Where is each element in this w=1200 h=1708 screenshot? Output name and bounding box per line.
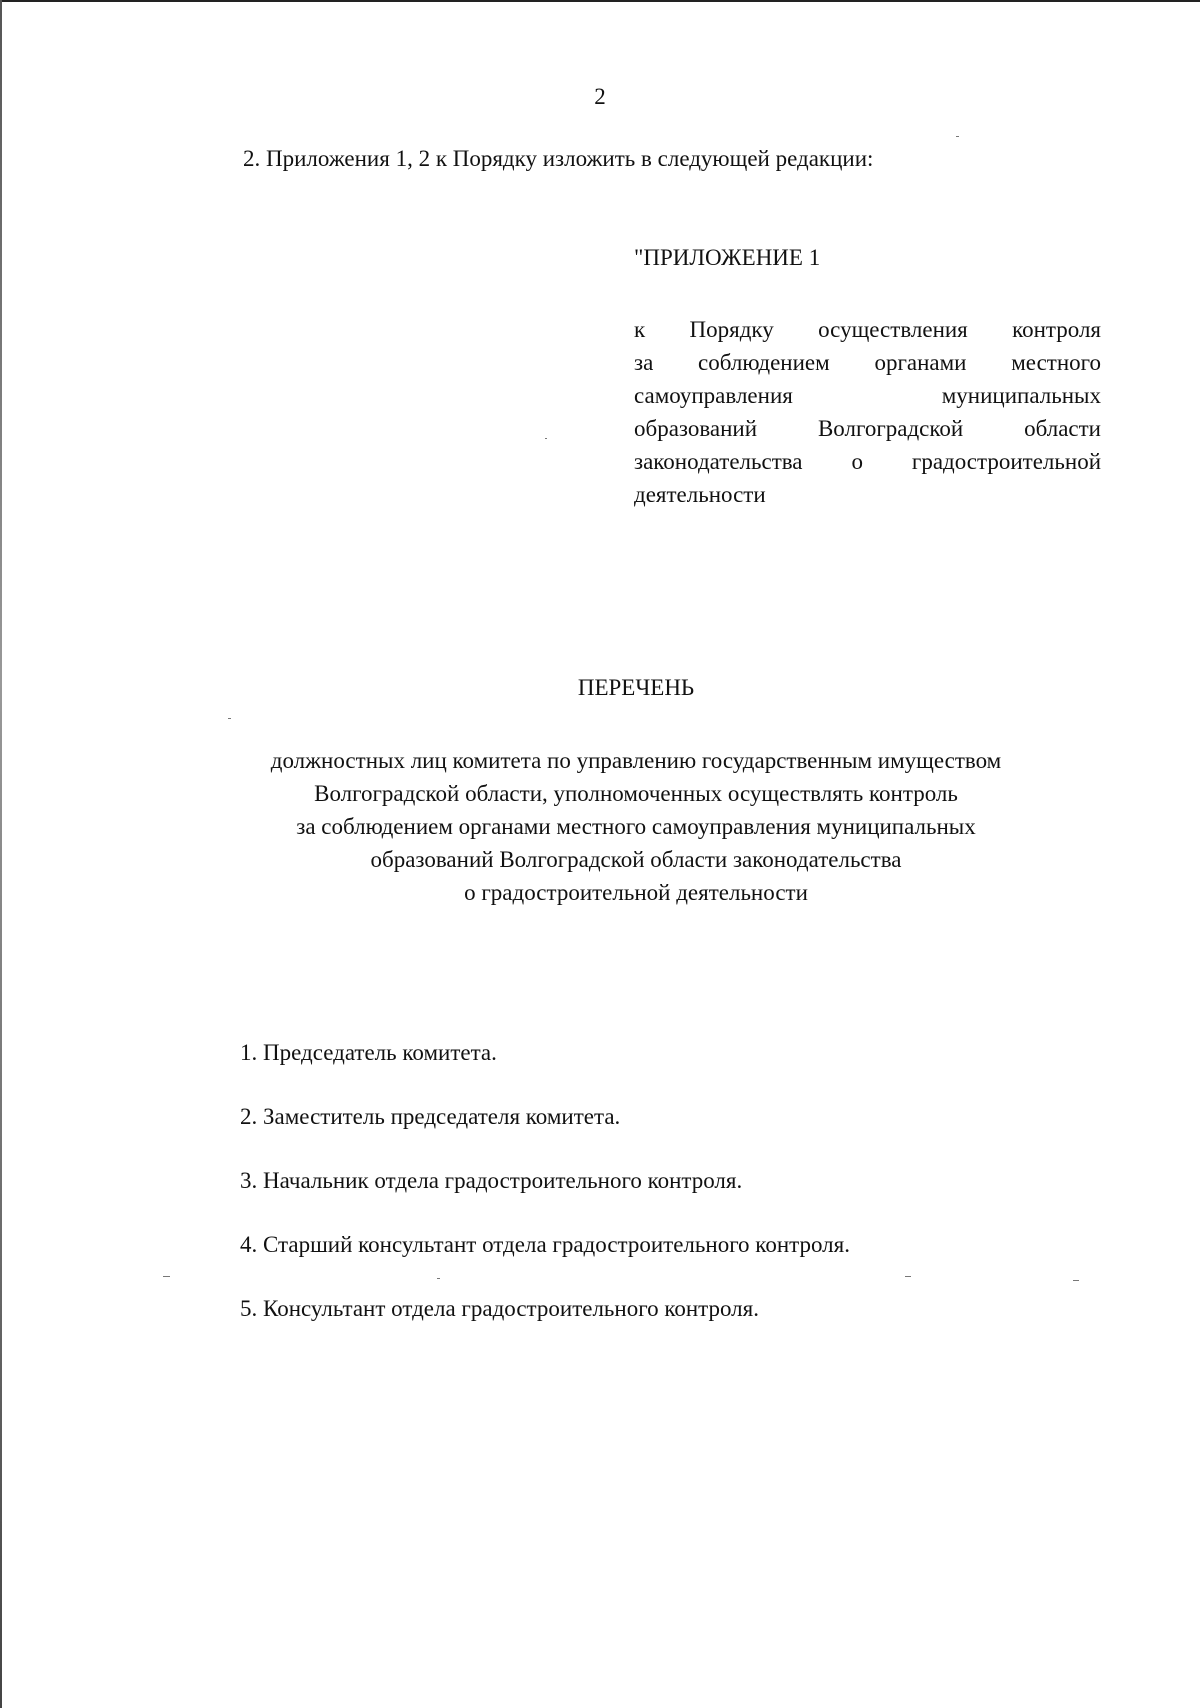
list-item: 4. Старший консультант отдела градостроительного контроля.: [240, 1232, 850, 1257]
scan-speck: [163, 1276, 170, 1277]
appendix-reference: [634, 313, 1101, 511]
list-subtitle-line: должностных лиц комитета по управлению государственным имуществом: [270, 748, 1002, 773]
scan-speck: [1073, 1280, 1079, 1281]
scan-edge-top: [0, 0, 1200, 2]
appendix-reference-line: к Порядку осуществления контроля: [634, 317, 1101, 342]
list-item: 5. Консультант отдела градостроительного контроля.: [240, 1296, 759, 1321]
appendix-reference-line: законодательства о градостроительной: [634, 449, 1101, 474]
scan-speck: [545, 438, 547, 439]
list-item: 1. Председатель комитета.: [240, 1040, 497, 1065]
list-subtitle-line: образований Волгоградской области законодательства: [370, 847, 902, 872]
appendix-reference-line: деятельности: [634, 482, 766, 507]
list-subtitle-line: Волгоградской области, уполномоченных осуществлять контроль: [314, 781, 958, 806]
list-item: 2. Заместитель председателя комитета.: [240, 1104, 621, 1129]
page-number: 2: [594, 84, 606, 109]
list-subtitle-line: за соблюдением органами местного самоуправления муниципальных: [296, 814, 976, 839]
appendix-reference-line: самоуправления муниципальных: [634, 383, 1101, 408]
scan-speck: [905, 1276, 911, 1277]
list-title: ПЕРЕЧЕНЬ: [577, 675, 695, 700]
appendix-reference-line: за соблюдением органами местного: [634, 350, 1101, 375]
list-subtitle-line: о градостроительной деятельности: [464, 880, 808, 905]
scan-speck: [956, 136, 959, 137]
intro-paragraph: 2. Приложения 1, 2 к Порядку изложить в следующей редакции:: [243, 146, 874, 171]
list-subtitle: [0, 744, 1200, 909]
appendix-title: "ПРИЛОЖЕНИЕ 1: [634, 245, 821, 270]
appendix-reference-line: образований Волгоградской области: [634, 416, 1101, 441]
scan-speck: [228, 718, 231, 719]
positions-list: [240, 1038, 850, 1358]
list-item: 3. Начальник отдела градостроительного контроля.: [240, 1168, 743, 1193]
